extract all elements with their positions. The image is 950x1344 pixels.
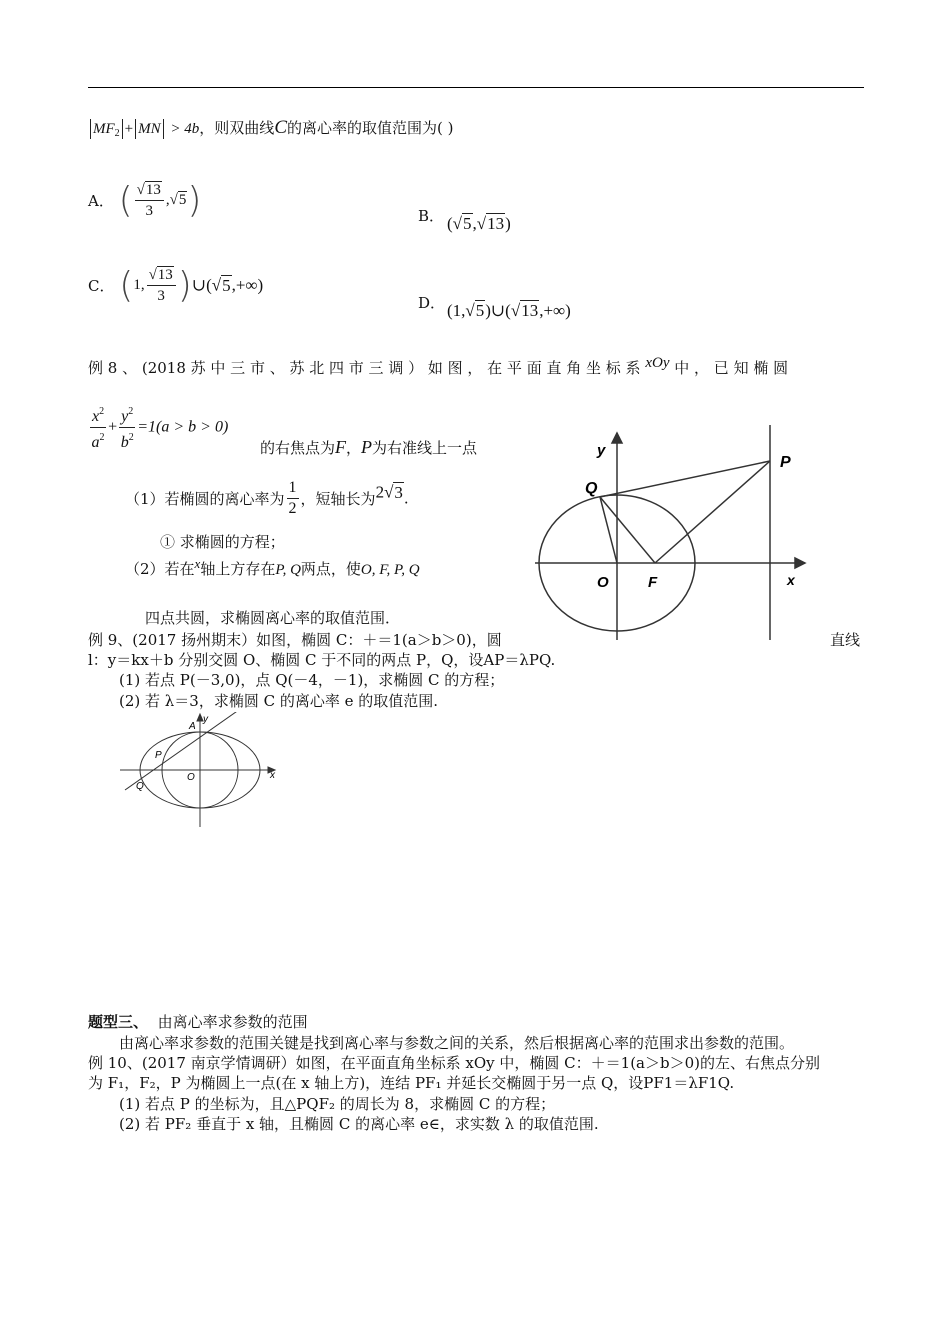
- example8-q2-end: 四点共圆，求椭圆离心率的取值范围．: [145, 609, 401, 627]
- option-a-root5: 5: [178, 192, 187, 208]
- example10-q1: (1) 若点 P 的坐标为，且△PQF₂ 的周长为 8，求椭圆 C 的方程；: [119, 1095, 556, 1113]
- xoy-label: xOy: [645, 355, 670, 371]
- option-c-root5: 5: [222, 275, 231, 295]
- example9-figure: [115, 712, 285, 830]
- option-c-inf: ,+∞): [231, 275, 264, 295]
- gt-4b: > 4b: [170, 121, 200, 137]
- example8-focus-line: 的右焦点为F，P为右准线上一点: [260, 437, 478, 457]
- option-d-root5: 5: [475, 301, 485, 320]
- option-c-num: 13: [157, 267, 173, 283]
- option-a-num: 13: [145, 182, 161, 198]
- option-a-sep: ,: [165, 192, 170, 208]
- option-d-root13: 13: [521, 301, 539, 320]
- option-a-label: A．: [88, 192, 114, 210]
- fig8-p-label: P: [780, 454, 791, 471]
- fig9-y-label: y: [203, 714, 208, 725]
- fig8-q-label: Q: [585, 480, 598, 497]
- y-arrow: [612, 433, 622, 443]
- option-b-root13: 13: [487, 214, 505, 233]
- example8-figure: [535, 425, 815, 640]
- fig8-o-label: O: [597, 574, 609, 591]
- example8-q1: （1）若椭圆的离心率为 $\frac{1}{2}$ ，短轴长为2√3.: [125, 479, 409, 517]
- option-a-den: 3: [145, 203, 154, 219]
- option-a[interactable]: A． ( $\frac{√13}{3}$ ,√5): [88, 180, 202, 221]
- example8-q2: （2）若在x轴上方存在P, Q两点，使O, F, P, Q: [125, 556, 420, 578]
- mf-sub: 2: [114, 128, 120, 139]
- example9-q1: (1) 若点 P(－3,0)，点 Q(－4，－1)，求椭圆 C 的方程；: [119, 671, 505, 689]
- ellipse-equation: $\frac{x^2}{a^2}$ + $\frac{y^2}{b^2}$ =1(a > b > 0): [88, 402, 228, 453]
- option-c-one: 1,: [133, 277, 145, 293]
- option-d-label: D．: [418, 294, 446, 312]
- section3-heading: [88, 1011, 308, 1032]
- option-d-expr: (1,√5)∪(√13,+∞): [447, 301, 571, 320]
- example9-line2: l：y＝kx＋b 分别交圆 O、椭圆 C 于不同的两点 P，Q，设AP＝λPQ.: [88, 651, 556, 669]
- example10-line1: 例 10、(2017 南京学情调研）如图，在平面直角坐标系 xOy 中，椭圆 C：＋＝1(a＞b＞0)的左、右焦点分别: [88, 1054, 821, 1072]
- option-b[interactable]: [418, 205, 444, 226]
- option-c-den: 3: [157, 288, 165, 304]
- segment-fp: [655, 461, 770, 563]
- top-rule: [88, 87, 864, 88]
- option-c[interactable]: C． (1, $\frac{√13}{3}$ )∪(√5,+∞): [88, 265, 264, 306]
- mf-label: MF: [93, 121, 115, 137]
- option-b-expr: (√5,√13): [447, 214, 511, 233]
- fig8-y-label: y: [597, 442, 606, 459]
- fig9-q-label: Q: [136, 781, 144, 792]
- mn-label: MN: [138, 121, 161, 137]
- option-c-union: ∪(: [191, 275, 212, 295]
- condition-text: ，则双曲线: [199, 119, 275, 137]
- curve-c: C: [274, 117, 287, 138]
- fig9-line-l: [125, 712, 243, 790]
- option-b-label: B．: [418, 207, 445, 225]
- example8-intro: 例 8 、 (2018 苏 中 三 市 、 苏 北 四 市 三 调 ） 如 图 ， 在 平 面 直 角 坐 标 系 xOy 中 ， 已 知 椭 圆: [88, 355, 789, 377]
- condition-line: [88, 117, 453, 139]
- example9-q2: (2) 若 λ＝3，求椭圆 C 的离心率 e 的取值范围.: [119, 692, 439, 710]
- x-arrow: [795, 558, 805, 568]
- option-c-label: C．: [88, 277, 115, 295]
- fig8-x-label: x: [787, 572, 795, 588]
- fig9-o-label: O: [187, 772, 195, 783]
- example9-line1: 例 9、(2017 扬州期末）如图，椭圆 C：＋＝1(a＞b＞0)，圆: [88, 631, 502, 649]
- condition-text-2: 的离心率的取值范围为( ): [287, 119, 454, 137]
- fig9-p-label: P: [155, 750, 162, 761]
- example8-q1-sub: ① 求椭圆的方程；: [160, 533, 285, 551]
- example9-line1-end: 直线: [830, 631, 861, 649]
- example10-q2: (2) 若 PF₂ 垂直于 x 轴，且椭圆 C 的离心率 e∈，求实数 λ 的取值范围.: [119, 1115, 599, 1133]
- example10-line2: 为 F₁，F₂，P 为椭圆上一点(在 x 轴上方)，连结 PF₁ 并延长交椭圆于另一点 Q，设PF1＝λF1Q.: [88, 1074, 735, 1092]
- fig8-f-label: F: [648, 574, 658, 591]
- section3-desc: 由离心率求参数的范围关键是找到离心率与参数之间的关系，然后根据离心率的范围求出参数的范围。: [119, 1034, 795, 1052]
- option-b-root5: 5: [463, 214, 472, 233]
- plus-sign: +: [124, 121, 134, 137]
- section3-title: 题型三、: [88, 1013, 149, 1031]
- section3-title-text: 由离心率求参数的范围: [157, 1013, 308, 1031]
- fig9-a-label: A: [189, 721, 196, 732]
- segment-qp: [600, 461, 770, 497]
- fig9-x-label: x: [270, 770, 275, 781]
- option-d[interactable]: [418, 292, 445, 313]
